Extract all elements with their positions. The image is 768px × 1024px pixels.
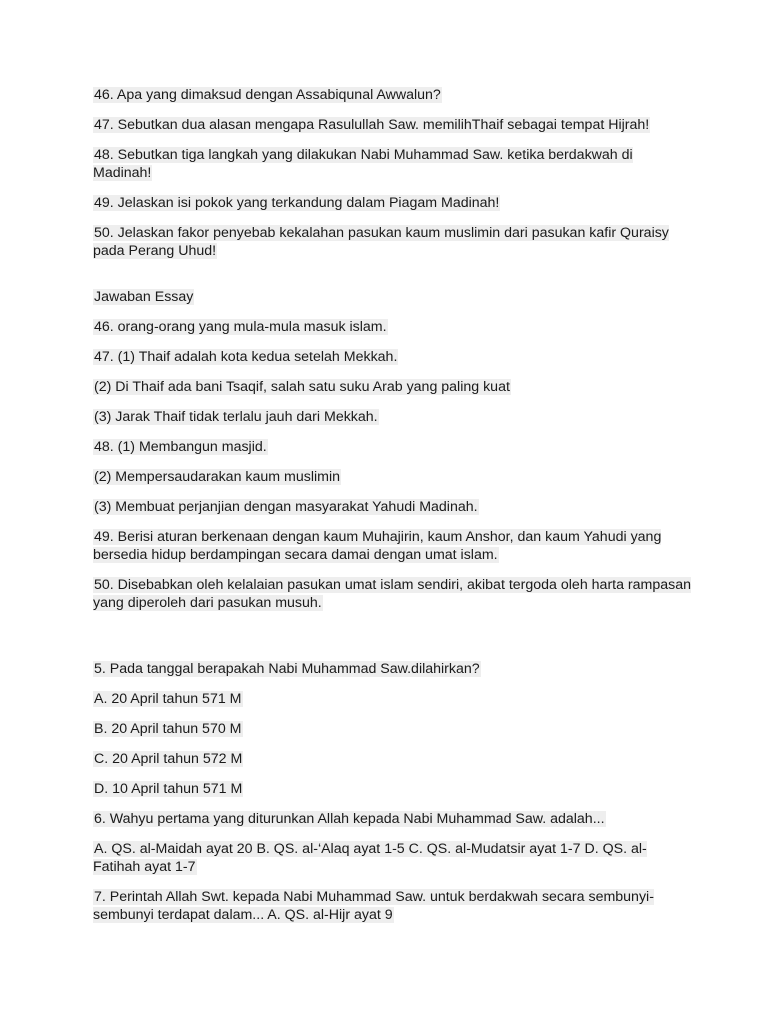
answer-46: 46. orang-orang yang mula-mula masuk islam. <box>94 319 387 335</box>
essay-question-50: 50. Jelaskan fakor penyebab kekalahan pasukan kaum muslimin dari pasukan kafir Quraisy pada Perang Uhud! <box>93 225 669 259</box>
essay-question-49: 49. Jelaskan isi pokok yang terkandung dalam Piagam Madinah! <box>94 195 500 211</box>
mc-question-5: 5. Pada tanggal berapakah Nabi Muhammad Saw.dilahirkan? <box>94 661 480 677</box>
answer-47-3: (3) Jarak Thaif tidak terlalu jauh dari Mekkah. <box>94 409 378 425</box>
mc-q6-options: A. QS. al-Maidah ayat 20 B. QS. al-‘Alaq ayat 1-5 C. QS. al-Mudatsir ayat 1-7 D. QS. al-Fatihah ayat 1-7 <box>93 841 647 875</box>
answer-49: 49. Berisi aturan berkenaan dengan kaum Muhajirin, kaum Anshor, dan kaum Yahudi yang bersedia hidup berdampingan secara damai dengan umat islam. <box>93 529 662 563</box>
essay-question-47: 47. Sebutkan dua alasan mengapa Rasulullah Saw. memilihThaif sebagai tempat Hijrah! <box>94 117 650 133</box>
document-page <box>93 86 693 924</box>
answer-50: 50. Disebabkan oleh kelalaian pasukan umat islam sendiri, akibat tergoda oleh harta rampasan yang diperoleh dari pasukan musuh. <box>93 577 692 611</box>
answer-48-2: (2) Mempersaudarakan kaum muslimin <box>94 469 341 485</box>
essay-question-46: 46. Apa yang dimaksud dengan Assabiqunal Awwalun? <box>94 87 441 103</box>
mc-q5-option-a: A. 20 April tahun 571 M <box>94 691 242 707</box>
answer-47-2: (2) Di Thaif ada bani Tsaqif, salah satu suku Arab yang paling kuat <box>94 379 510 395</box>
answer-48-3: (3) Membuat perjanjian dengan masyarakat Yahudi Madinah. <box>94 499 478 515</box>
answers-heading: Jawaban Essay <box>94 289 194 305</box>
mc-q5-option-c: C. 20 April tahun 572 M <box>94 751 243 767</box>
mc-question-6: 6. Wahyu pertama yang diturunkan Allah kepada Nabi Muhammad Saw. adalah... <box>94 811 605 827</box>
essay-question-48: 48. Sebutkan tiga langkah yang dilakukan Nabi Muhammad Saw. ketika berdakwah di Madinah! <box>93 147 633 181</box>
answer-47-1: 47. (1) Thaif adalah kota kedua setelah Mekkah. <box>94 349 398 365</box>
mc-q5-option-d: D. 10 April tahun 571 M <box>94 781 243 797</box>
mc-q5-option-b: B. 20 April tahun 570 M <box>94 721 242 737</box>
answer-48-1: 48. (1) Membangun masjid. <box>94 439 267 455</box>
mc-question-7: 7. Perintah Allah Swt. kepada Nabi Muhammad Saw. untuk berdakwah secara sembunyi-sembunyi terdapat dalam... A. QS. al-Hijr ayat 9 <box>93 889 654 923</box>
